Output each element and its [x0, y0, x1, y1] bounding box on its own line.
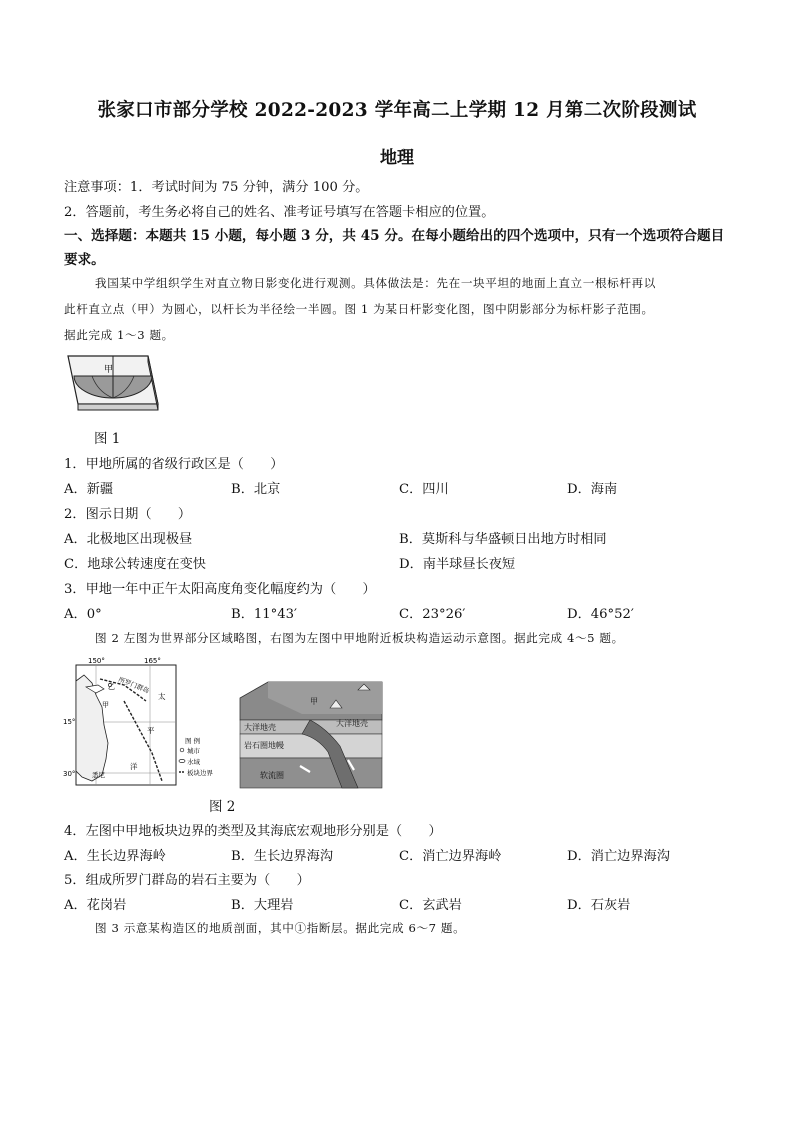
question-3-option-d[interactable]: D．46°52′: [567, 607, 634, 622]
question-3-option-c[interactable]: C．23°26′: [399, 607, 466, 622]
lat-label-15: 15°: [63, 718, 76, 726]
block-label-jia: 甲: [310, 697, 318, 706]
section-heading-cont: 要求。: [64, 252, 105, 268]
notes-line-1: 注意事项：1．考试时间为 75 分钟，满分 100 分。: [64, 180, 369, 195]
lat-label-30: 30°: [63, 770, 76, 778]
figure-2-map: [62, 655, 213, 787]
question-4-option-b[interactable]: B．生长边界海沟: [231, 849, 334, 864]
passage-1-line-3: 据此完成 1～3 题。: [64, 328, 174, 342]
question-1-option-d[interactable]: D．海南: [567, 482, 618, 497]
legend-boundary: 板块边界: [187, 769, 213, 777]
question-4-stem: 4．左图中甲地板块边界的类型及其海底宏观地形分别是（ ）: [64, 824, 442, 839]
label-yang: 洋: [130, 762, 138, 771]
question-3-option-b[interactable]: B．11°43′: [231, 607, 298, 622]
figure-1-label-jia: 甲: [104, 365, 114, 375]
question-3-option-a[interactable]: A．0°: [64, 607, 102, 622]
label-jia: 甲: [102, 701, 109, 709]
question-2-option-a[interactable]: A．北极地区出现极昼: [64, 532, 193, 547]
label-solomon-islands: 所罗门群岛: [117, 675, 151, 696]
passage-1-line-1: 我国某中学组织学生对直立物日影变化进行观测。具体做法是：先在一块平坦的地面上直立一根标杆再以: [95, 276, 656, 290]
passage-2: 图 2 左图为世界部分区域略图，右图为左图中甲地附近板块构造运动示意图。据此完成 4～5 题。: [95, 631, 624, 645]
figure-1-caption: 图 1: [94, 431, 121, 447]
question-5-option-b[interactable]: B．大理岩: [231, 898, 294, 913]
subject-title: 地理: [380, 148, 414, 168]
legend-title: 图 例: [185, 737, 201, 745]
question-5-stem: 5．组成所罗门群岛的岩石主要为（ ）: [64, 873, 310, 888]
legend-city-icon: [180, 748, 184, 752]
question-4-option-c[interactable]: C．消亡边界海岭: [399, 849, 502, 864]
lon-label-150: 150°: [88, 657, 105, 665]
figure-2-caption: 图 2: [209, 799, 236, 815]
question-1-option-b[interactable]: B．北京: [231, 482, 281, 497]
passage-1-line-2: 此杆直立点（甲）为圆心，以杆长为半径绘一半圆。图 1 为某日杆影变化图，图中阴影部分为标杆影子范围。: [64, 302, 654, 316]
figure-1-shadow-diagram: [64, 352, 164, 414]
question-5-option-c[interactable]: C．玄武岩: [399, 898, 462, 913]
question-3-stem: 3．甲地一年中正午太阳高度角变化幅度约为（ ）: [64, 582, 376, 597]
block-label-lithospheric-mantle: 岩石圈地幔: [244, 741, 284, 750]
label-ping: 平: [147, 726, 155, 735]
block-label-oceanic-crust-left: 大洋地壳: [244, 723, 276, 732]
label-tai: 太: [158, 692, 166, 701]
notes-line-2: 2．答题前，考生务必将自己的姓名、准考证号填写在答题卡相应的位置。: [64, 205, 495, 220]
section-heading: 一、选择题：本题共 15 小题，每小题 3 分，共 45 分。在每小题给出的四个选项中，只有一个选项符合题目: [64, 228, 725, 244]
question-1-stem: 1．甲地所属的省级行政区是（ ）: [64, 457, 284, 472]
label-yi: 乙: [108, 683, 115, 691]
question-2-stem: 2．图示日期（ ）: [64, 507, 192, 522]
legend-water-icon: [179, 759, 185, 762]
block-label-oceanic-crust-right: 大洋地壳: [336, 719, 368, 728]
passage-3: 图 3 示意某构造区的地质剖面，其中①指断层。据此完成 6～7 题。: [95, 921, 466, 935]
lon-label-165: 165°: [144, 657, 161, 665]
label-sydney: 悉尼: [92, 771, 105, 779]
question-2-option-b[interactable]: B．莫斯科与华盛顿日出地方时相同: [399, 532, 607, 547]
figure-2-block-diagram: [240, 680, 382, 788]
question-4-option-a[interactable]: A．生长边界海岭: [64, 849, 166, 864]
question-5-option-a[interactable]: A．花岗岩: [64, 898, 127, 913]
legend-water: 水域: [187, 758, 200, 766]
question-2-option-d[interactable]: D．南半球昼长夜短: [399, 557, 516, 572]
block-label-asthenosphere: 软流圈: [260, 771, 284, 780]
question-2-option-c[interactable]: C．地球公转速度在变快: [64, 557, 206, 572]
legend-city: 城市: [187, 747, 200, 755]
page-title: 张家口市部分学校 2022-2023 学年高二上学期 12 月第二次阶段测试: [97, 100, 697, 121]
question-4-option-d[interactable]: D．消亡边界海沟: [567, 849, 670, 864]
question-1-option-c[interactable]: C．四川: [399, 482, 449, 497]
question-5-option-d[interactable]: D．石灰岩: [567, 898, 631, 913]
question-1-option-a[interactable]: A．新疆: [64, 482, 114, 497]
